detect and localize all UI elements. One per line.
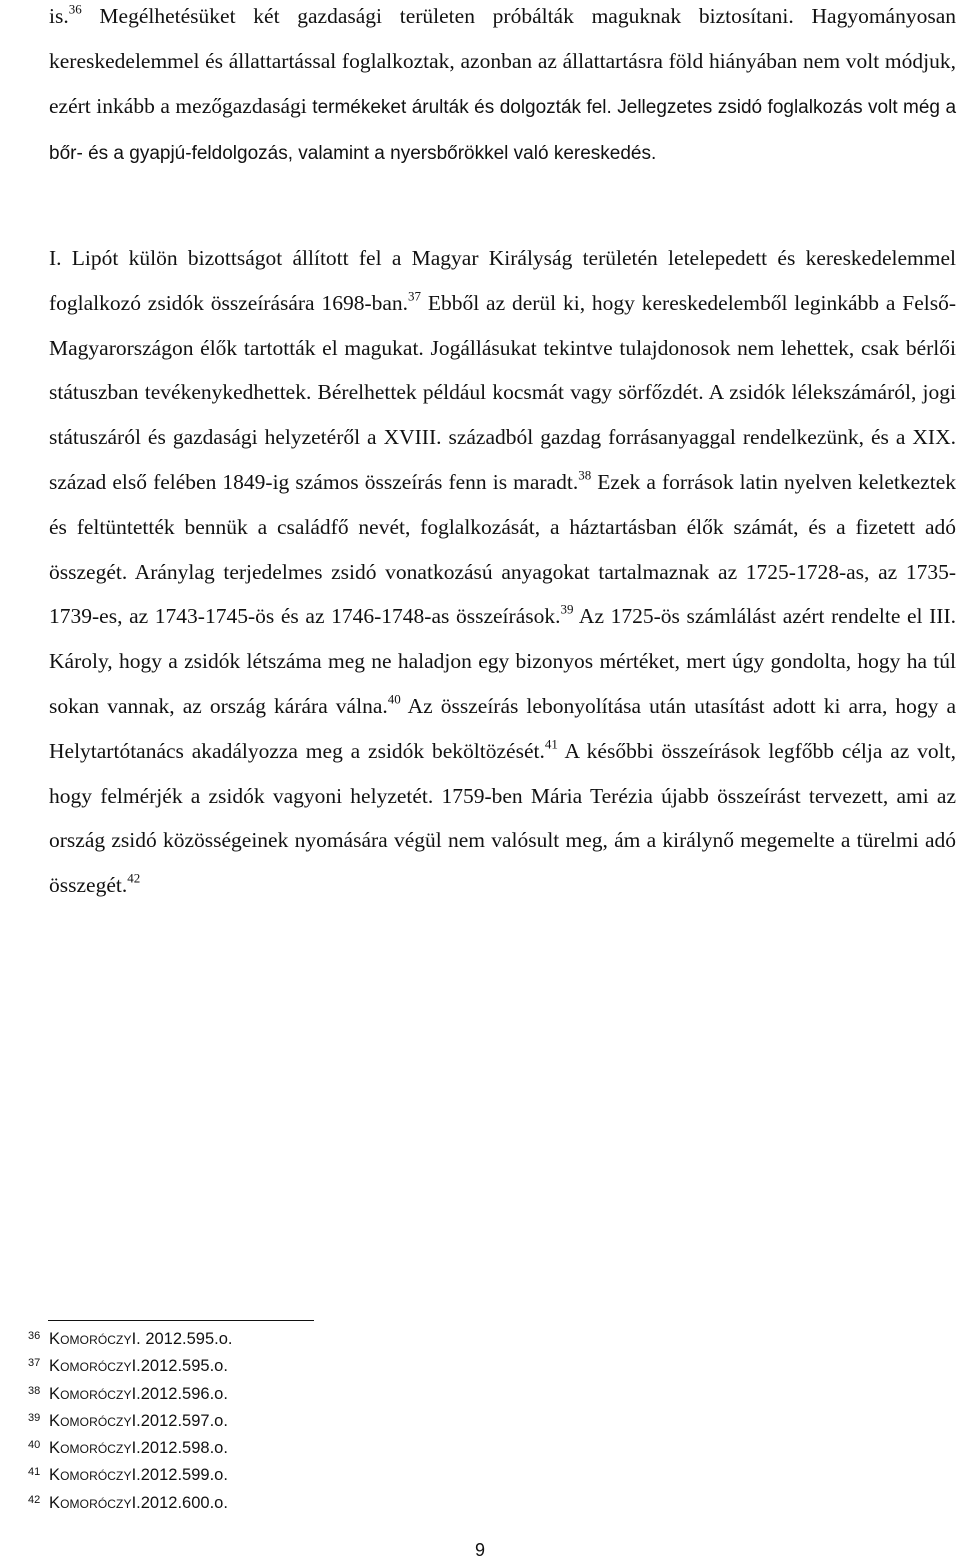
footnote-37 <box>28 1357 600 1384</box>
footnote-number: 42 <box>28 1493 41 1506</box>
footnote-number: 39 <box>28 1411 41 1424</box>
footnote-author: Komoróczy <box>49 1439 132 1458</box>
paragraph-text: I. Lipót külön bizottságot állított fel a Magyar Királyság területén letelepedett és kereskedelemmel foglalkozó zsidók összeírására 1698-ban. <box>49 246 956 315</box>
footnote-author: Komoróczy <box>49 1330 132 1348</box>
footnote-author: Komoróczy <box>49 1357 132 1376</box>
footnote-number: 36 <box>28 1330 41 1342</box>
paragraph-text: Megélhetésüket két gazdasági területen próbálták maguknak biztosítani. Hagyományosan kereskedelemmel és állattartással foglalkoztak, azonban az állattartásra föld hiányában nem volt módjuk, ezért inkább a mezőgazdasági <box>49 4 956 118</box>
body-paragraph-2 <box>49 236 956 908</box>
footnote-ref-39[interactable]: 39 <box>560 601 574 617</box>
footnote-citation: I. 2012.595.o. <box>131 1330 233 1348</box>
paragraph-text: Az összeírás lebonyolítása után utasítást adott ki arra, hogy a Helytartótanács akadályozza meg a zsidók beköltözését. <box>49 693 956 763</box>
footnote-38 <box>28 1385 600 1412</box>
footnote-number: 38 <box>28 1384 41 1397</box>
footnote-40 <box>28 1439 600 1466</box>
footnote-citation: I.2012.600.o. <box>131 1493 228 1512</box>
footnote-ref-37[interactable]: 37 <box>408 288 422 304</box>
paragraph-lead: is. <box>49 4 69 28</box>
body-paragraph-1 <box>49 0 956 177</box>
footnote-39 <box>28 1412 600 1439</box>
footnote-author: Komoróczy <box>49 1466 132 1485</box>
footnote-citation: I.2012.599.o. <box>131 1466 228 1485</box>
footnote-ref-38[interactable]: 38 <box>578 467 592 483</box>
paragraph-text: Ezek a források latin nyelven keletkeztek és feltüntették bennük a családfő nevét, foglalkozását, a háztartásban élők számát, és a fizetett adó összegét. Aránylag terjedelmes zsidó vonatkozású anyagokat tartalmaznak az 1725-1728-as, az 1735-1739-es, az 1743-1745-ös és az 1746-1748-as összeírások. <box>49 469 956 629</box>
footnote-ref-42[interactable]: 42 <box>127 870 141 886</box>
footnote-citation: I.2012.596.o. <box>131 1384 228 1403</box>
footnote-ref-41[interactable]: 41 <box>544 736 558 752</box>
footnote-author: Komoróczy <box>49 1384 132 1403</box>
page-number: 9 <box>474 1540 485 1560</box>
footnote-citation: I.2012.597.o. <box>131 1411 228 1430</box>
footnote-number: 41 <box>28 1466 41 1479</box>
footnotes-list <box>0 1330 600 1521</box>
footnote-citation: I.2012.595.o. <box>131 1357 228 1376</box>
footnote-42 <box>28 1494 600 1521</box>
footnote-citation: I.2012.598.o. <box>131 1439 228 1458</box>
paragraph-text: Ebből az derül ki, hogy kereskedelemből leginkább a Felső-Magyarországon élők tartották el magukat. Jogállásukat tekintve tulajdonosok nem lehettek, csak bérlői státuszban tevékenykedhettek. Bérelhettek például kocsmát vagy sörfőzdét. A zsidók lélekszámáról, jogi státuszáról és gazdasági helyzetéről a XVIII. századból gazdag forrásanyaggal rendelkezünk, és a XIX. század első felében 1849-ig számos összeírás fenn is maradt. <box>49 290 957 494</box>
footnote-separator <box>48 1320 314 1321</box>
paragraph-text: A későbbi összeírások legfőbb célja az volt, hogy felmérjék a zsidók vagyoni helyzetét. 1759-ben Mária Terézia újabb összeírást tervezett, ami az ország zsidó közösségeinek nyomására végül nem valósult meg, ám a királynő megemelte a türelmi adó összegét. <box>49 738 956 898</box>
footnote-ref-40[interactable]: 40 <box>387 691 401 707</box>
footnote-number: 40 <box>28 1439 41 1452</box>
footnote-number: 37 <box>28 1357 41 1370</box>
footnote-36 <box>28 1330 600 1357</box>
footnote-41 <box>28 1466 600 1493</box>
footnote-author: Komoróczy <box>49 1493 132 1512</box>
paragraph-text: Az 1725-ös számlálást azért rendelte el III. Károly, hogy a zsidók létszáma meg ne haladjon egy bizonyos mértéket, mert úgy gondolta, hogy ha túl sokan vannak, az ország kárára válna. <box>49 604 956 718</box>
footnote-author: Komoróczy <box>49 1411 132 1430</box>
footnote-ref-36[interactable]: 36 <box>68 1 82 17</box>
paragraph-text-sans: termékeket árulták és dolgozták fel. Jellegzetes zsidó foglalkozás volt még a bőr- és a gyapjú-feldolgozás, valamint a nyersbőrökkel való kereskedés. <box>49 96 957 165</box>
